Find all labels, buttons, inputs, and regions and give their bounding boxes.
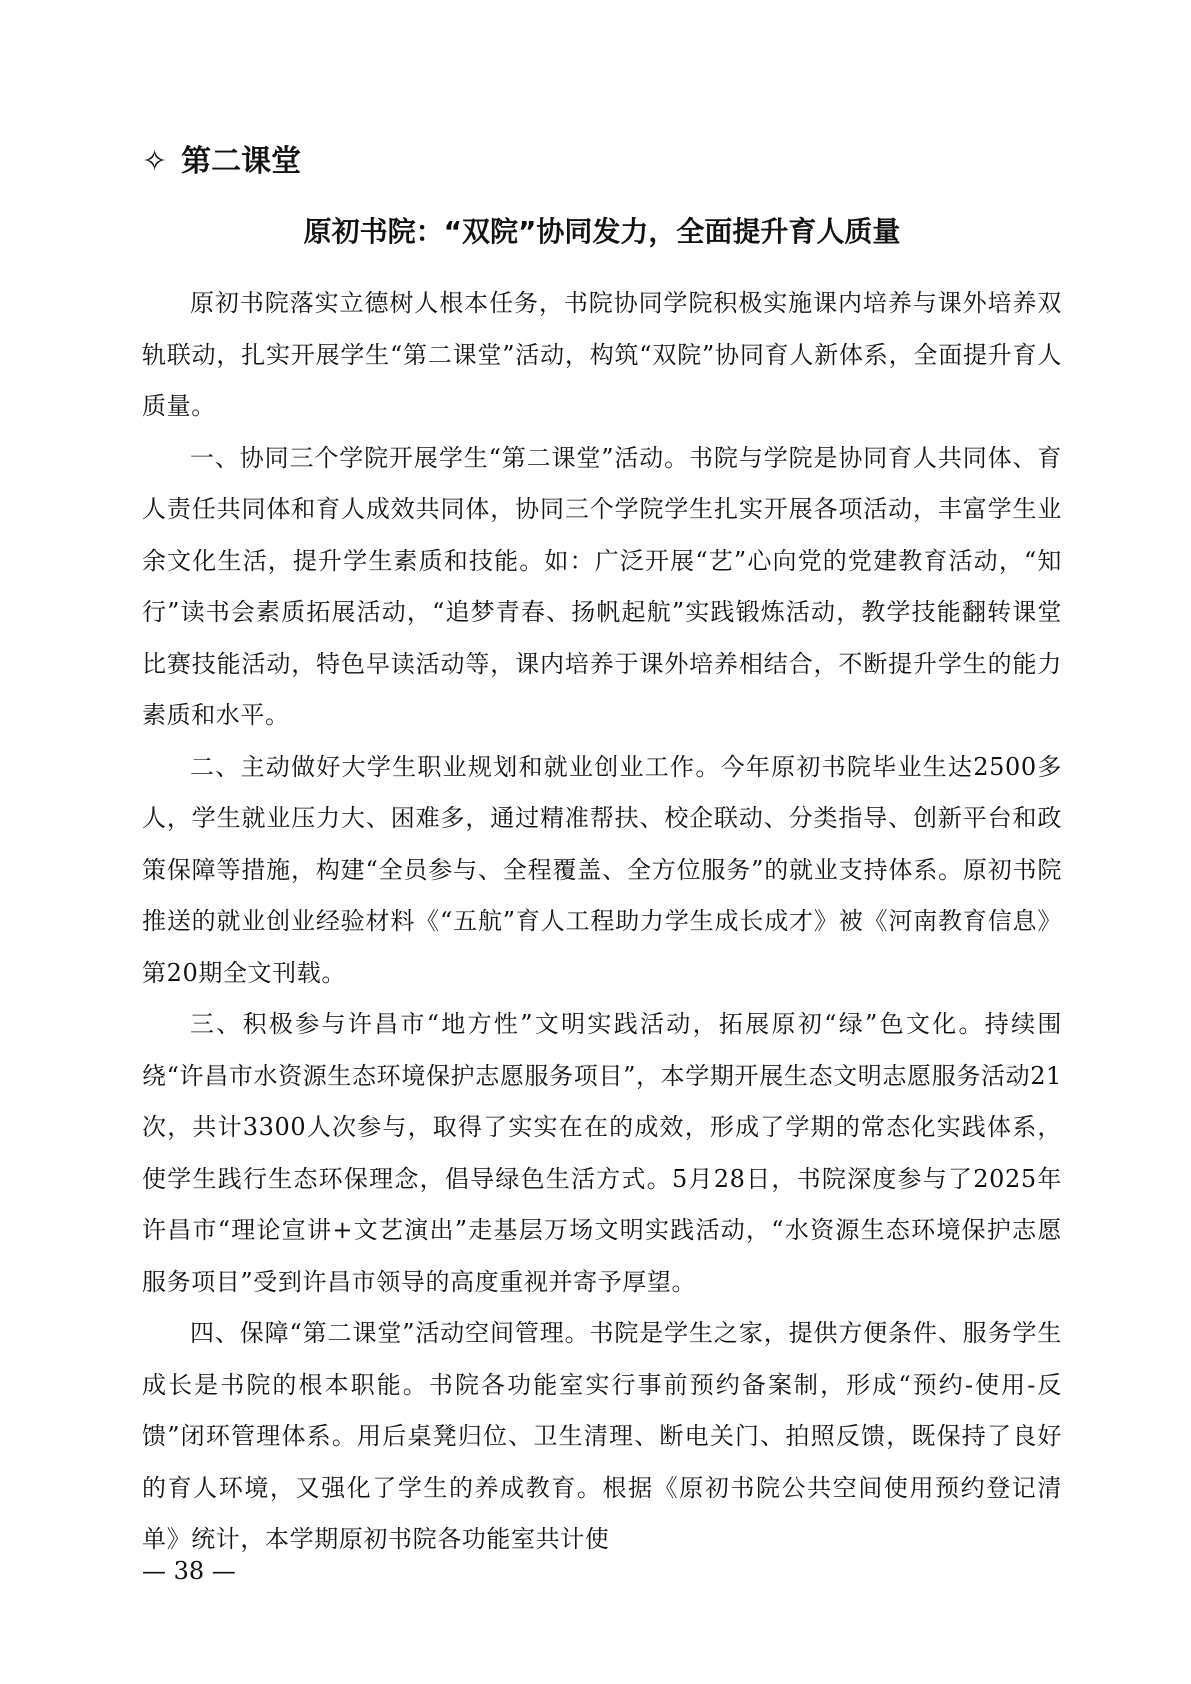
- paragraph-3: 三、积极参与许昌市“地方性”文明实践活动，拓展原初“绿”色文化。持续围绕“许昌市水资源生态环境保护志愿服务项目”，本学期开展生态文明志愿服务活动21次，共计3300人次参与，取得了实实在在的成效，形成了学期的常态化实践体系，使学生践行生态环保理念，倡导绿色生活方式。5月28日，书院深度参与了2025年许昌市“理论宣讲+文艺演出”走基层万场文明实践活动，“水资源生态环境保护志愿服务项目”受到许昌市领导的高度重视并寄予厚望。: [142, 1010, 1062, 1296]
- article-body: [142, 278, 1062, 1566]
- paragraph-4: 四、保障“第二课堂”活动空间管理。书院是学生之家，提供方便条件、服务学生成长是书院的根本职能。书院各功能室实行事前预约备案制，形成“预约-使用-反馈”闭环管理体系。用后桌凳归位、卫生清理、断电关门、拍照反馈，既保持了良好的育人环境，又强化了学生的养成教育。根据《原初书院公共空间使用预约登记清单》统计，本学期原初书院各功能室共计使: [142, 1319, 1062, 1553]
- page-number: — 38 —: [142, 1557, 236, 1585]
- section-heading: [142, 142, 301, 182]
- paragraph-intro: 原初书院落实立德树人根本任务，书院协同学院积极实施课内培养与课外培养双轨联动，扎实开展学生“第二课堂”活动，构筑“双院”协同育人新体系，全面提升育人质量。: [142, 289, 1062, 420]
- paragraph-1: 一、协同三个学院开展学生“第二课堂”活动。书院与学院是协同育人共同体、育人责任共同体和育人成效共同体，协同三个学院学生扎实开展各项活动，丰富学生业余文化生活，提升学生素质和技能。如：广泛开展“艺”心向党的党建教育活动，“知行”读书会素质拓展活动，“追梦青春、扬帆起航”实践锻炼活动，教学技能翻转课堂比赛技能活动，特色早读活动等，课内培养于课外培养相结合，不断提升学生的能力素质和水平。: [142, 443, 1062, 729]
- article-title: 原初书院：“双院”协同发力，全面提升育人质量: [303, 215, 901, 248]
- paragraph-2: 二、主动做好大学生职业规划和就业创业工作。今年原初书院毕业生达2500多人，学生就业压力大、困难多，通过精准帮扶、校企联动、分类指导、创新平台和政策保障等措施，构建“全员参与、全程覆盖、全方位服务”的就业支持体系。原初书院推送的就业创业经验材料《“五航”育人工程助力学生成长成才》被《河南教育信息》第20期全文刊载。: [142, 752, 1062, 987]
- section-title: 第二课堂: [181, 144, 302, 179]
- diamond-star-icon: ✧: [142, 144, 168, 179]
